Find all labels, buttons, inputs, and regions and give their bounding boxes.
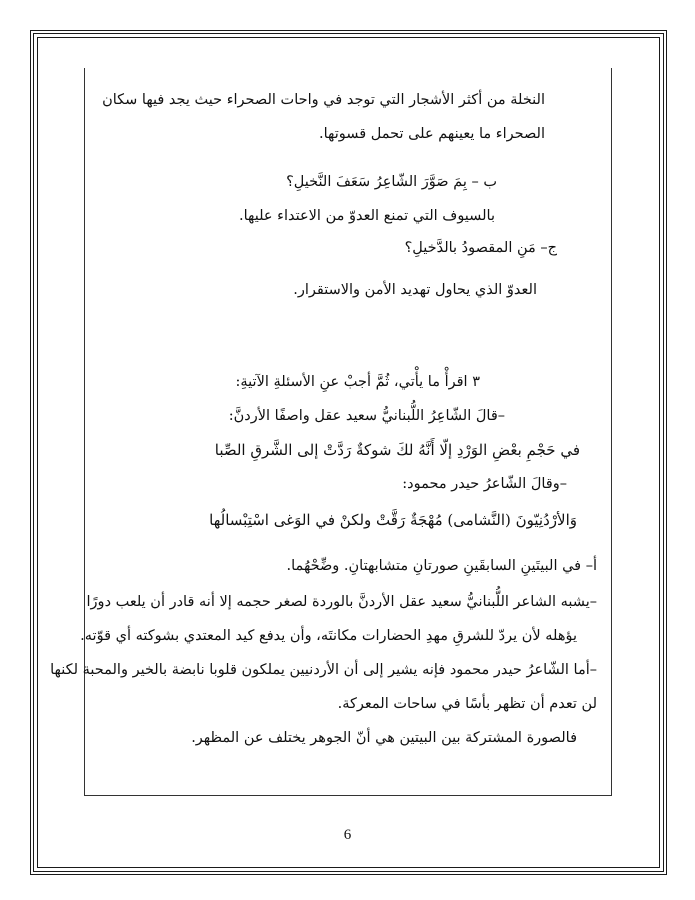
poet-1-intro: –قالَ الشّاعِرُ اللُّبنانيُّ سعيد عقل واصفًا الأردنَّ: (228, 408, 505, 424)
question-c: ج– مَنِ المقصودُ بالدَّخيلِ؟ (404, 240, 557, 256)
text-line-2: الصحراء ما يعينهم على تحمل قسوتها. (319, 126, 545, 142)
page-number: 6 (343, 827, 352, 843)
answer-a-line-2: يؤهله لأن يردّ للشرقِ مهدِ الحضارات مكانتَه، وأن يدفع كيد المعتدي بشوكته أي قوّته. (80, 628, 577, 644)
answer-a-line-3: –أما الشّاعرُ حيدر محمود فإنه يشير إلى أن الأردنيين يملكون قلوبا نابضة بالخير والمحبة لكنها (50, 662, 597, 678)
answer-c: العدوّ الذي يحاول تهديد الأمن والاستقرار. (293, 282, 537, 298)
exercise-3-heading: ٣ اقرأْ ما يأْتي، ثُمَّ أجبْ عنِ الأسئلةِ الآتيةِ: (235, 374, 480, 390)
answer-a-line-1: –يشبه الشاعر اللُّبنانيُّ سعيد عقل الأردنَّ بالوردة لصغر حجمه إلا أنه قادر أن يلعب دورًا (86, 594, 597, 610)
question-a: أ– في البيتَينِ السابقَينِ صورتانِ متشابهتانِ. وضِّحْهُما. (286, 558, 597, 574)
answer-b: بالسيوف التي تمنع العدوّ من الاعتداء عليها. (239, 208, 495, 224)
verse-2: وَالأرْدُنِيّونَ (النَّشامى) مُهْجَةٌ رَقَّتْ ولكنْ في الوَغى اسْتِبْسالُها (209, 511, 577, 529)
answer-a-line-4: لن تعدم أن تظهر بأسًا في ساحات المعركة. (337, 696, 597, 712)
verse-1: في حَجْمِ بعْضِ الوَرْدِ إلّا أَنَّهُ لكَ شوكةٌ رَدَّتْ إلى الشَّرقِ الصِّبا (214, 441, 580, 459)
text-line-1: النخلة من أكثر الأشجار التي توجد في واحات الصحراء حيث يجد فيها سكان (102, 92, 545, 108)
poet-2-intro: –وقالَ الشّاعرُ حيدر محمود: (402, 476, 567, 492)
answer-a-conclusion: فالصورة المشتركة بين البيتين هي أنّ الجوهر يختلف عن المظهر. (191, 730, 577, 746)
question-b: ب – بِمَ صَوَّرَ الشّاعِرُ سَعَفَ النَّخيلِ؟ (286, 174, 497, 190)
